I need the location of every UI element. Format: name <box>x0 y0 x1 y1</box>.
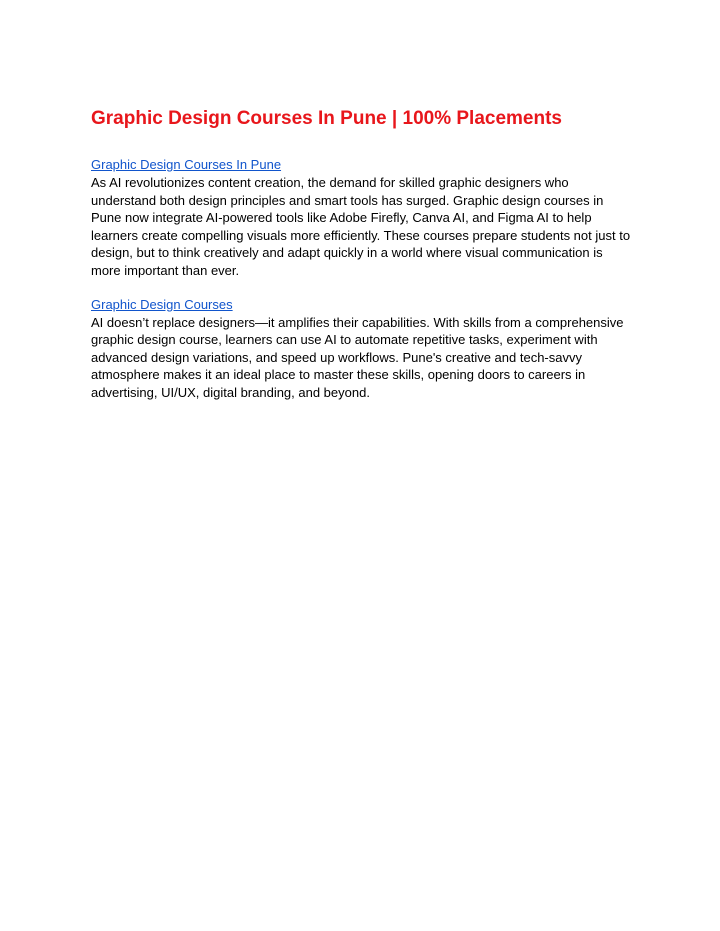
document-page <box>91 104 631 402</box>
document-title: Graphic Design Courses In Pune | 100% Placements <box>91 108 562 129</box>
section-paragraph: As AI revolutionizes content creation, the demand for skilled graphic designers who understand both design principles and smart tools has surged. Graphic design courses in Pune now integrate AI-powered tools like Adobe Firefly, Canva AI, and Figma AI to help learners create compelling visuals more efficiently. These courses prepare students not just to design, but to think creatively and adapt quickly in a world where visual communication is more important than ever. <box>91 175 631 278</box>
section-graphic-design-courses <box>91 296 631 402</box>
graphic-design-courses-link[interactable]: Graphic Design Courses <box>91 296 233 312</box>
section-paragraph: AI doesn’t replace designers—it amplifies their capabilities. With skills from a comprehensive graphic design course, learners can use AI to automate repetitive tasks, experiment with advanced design variations, and speed up workflows. Pune's creative and tech-savvy atmosphere makes it an ideal place to master these skills, opening doors to careers in advertising, UI/UX, digital branding, and beyond. <box>91 314 624 400</box>
section-graphic-design-courses-in-pune <box>91 156 631 280</box>
graphic-design-courses-in-pune-link[interactable]: Graphic Design Courses In Pune <box>91 157 282 172</box>
